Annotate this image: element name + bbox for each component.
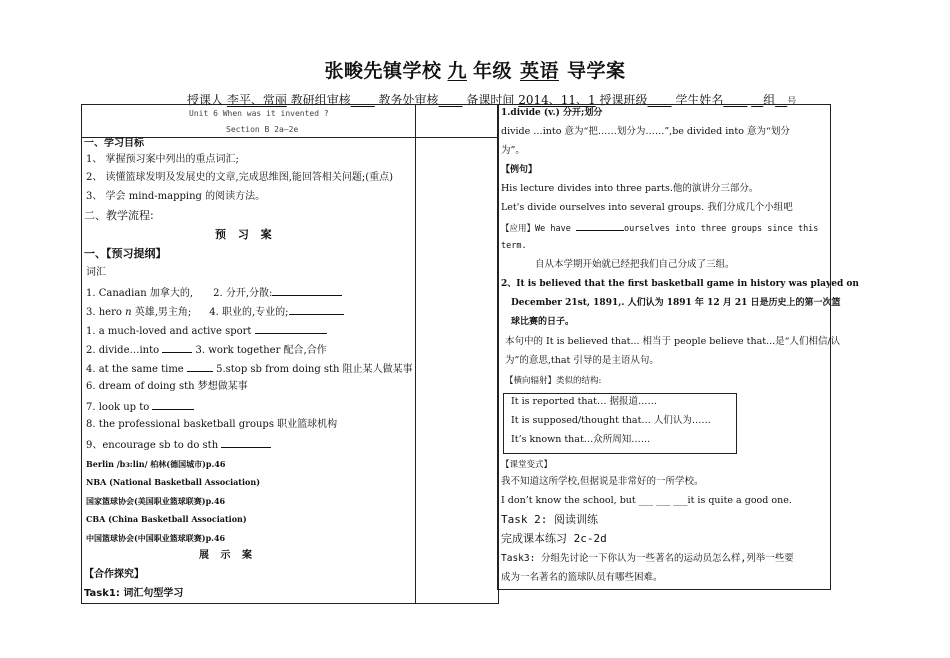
outline-heading: 一、【预习提纲】 [84,247,167,260]
process-heading: 二、教学流程: [84,209,154,222]
fill-blank[interactable]: ___ ___ ___ [638,495,688,506]
vocab-line: 9、encourage sb to do sth [86,438,271,452]
section-title: Section B 2a—2e [226,125,299,134]
text-line: 我不知道这所学校,但据说是非常好的一所学校。 [501,476,704,487]
vocab-line: 2. divide…into 3. work together 配合,合作 [86,345,327,356]
goal-item: 3、 学会 mind-mapping 的阅读方法。 [86,191,266,202]
vocab-line: 6. dream of doing sth 梦想做某事 [86,381,248,392]
note-line: Berlin /bɜ:lin/ 柏林(德国城市)p.46 [86,459,226,469]
fill-blank[interactable] [152,400,194,410]
vocab-line: 7. look up to [86,400,194,414]
text-line: His lecture divides into three parts.他的演讲分三部分。 [501,183,759,194]
goal-item: 1、 掌握预习案中列出的重点词汇; [86,154,239,165]
text-line: divide …into 意为“把……划分为……”,be divided into 意为“划分 [501,126,790,137]
fill-blank[interactable] [162,343,192,353]
header-info-line: 授课人 李平、常丽 教研组审核____ 教务处审核____ 备课时间 2014、11、1 授课班级____ 学生姓名____ __组__号 [187,93,797,107]
text-line: 【横向辐射】类似的结构: [505,376,602,386]
show-heading: 展 示 案 [199,550,256,561]
structure-item: It is reported that… 据报道…… [511,396,658,407]
vocab-line: 1. a much-loved and active sport [86,324,327,338]
text-line: 【应用】We have ourselves into three groups since this [501,221,818,235]
structure-item: It is supposed/thought that… 人们认为…… [511,415,711,426]
note-line: CBA (China Basketball Association) [86,514,247,524]
text-line: 2、It is believed that the first basketball game in history was played on [501,279,859,289]
task1-heading: Task1: 词汇句型学习 [84,588,184,599]
task2-heading: Task 2: 阅读训练 [501,513,598,526]
vocab-label: 词汇 [86,267,106,278]
page-title: 张畯先镇学校 九 年级 英语 导学案 [324,60,626,82]
text-line: I don’t know the school, but ___ ___ ___it is quite a good one. [501,495,792,506]
example-label: 【例句】 [501,165,538,175]
vocab-line: 4. at the same time 5.stop sb from doing sth 阻止某人做某事 [86,364,413,375]
fill-blank[interactable] [221,438,271,448]
text-line: 本句中的 It is believed that... 相当于 people believe that...是“人们相信/认 [505,336,841,347]
fill-blank[interactable] [255,324,327,334]
preview-heading: 预 习 案 [215,228,276,241]
left-table-divider [415,104,416,604]
vocab-line: 1. Canadian 加拿大的, 2. 分开,分散: [86,286,342,300]
text-line: 为”的意思,that 引导的是主语从句。 [505,355,659,366]
goal-item: 2、 读懂篮球发明及发展史的文章,完成思维图,能回答相关问题;(重点) [86,172,394,183]
fill-blank[interactable] [272,286,342,296]
divide-heading: 1.divide (v.) 分开;划分 [501,108,603,118]
note-line: 国家篮球协会(美国职业篮球联赛)p.46 [86,496,226,506]
text-line: term. [501,241,527,251]
note-line: 中国篮球协会(中国职业篮球联赛)p.46 [86,533,226,543]
task2-instruction: 完成课本练习 2c-2d [501,532,607,545]
text-line: 球比赛的日子。 [511,317,575,327]
vocab-line: 3. hero n 英雄,男主角; 4. 职业的,专业的; [86,305,344,319]
text-line: Let's divide ourselves into several groups. 我们分成几个小组吧 [501,202,793,213]
text-line: December 21st, 1891,. 人们认为 1891 年 12 月 21 日是历史上的第一次篮 [511,298,841,308]
goals-heading: 一、学习目标 [84,138,144,149]
task3-line: 成为一名著名的篮球队员有哪些困难。 [501,572,663,583]
text-line: 为”。 [501,145,525,156]
vocab-line: 8. the professional basketball groups 职业篮球机构 [86,419,338,430]
unit-title: Unit 6 When was it invented ? [189,109,329,118]
fill-blank[interactable] [576,221,624,231]
text-line: 自从本学期开始就已经把我们自己分成了三组。 [535,259,735,270]
coop-heading: 【合作探究】 [84,569,144,580]
note-line: NBA (National Basketball Association) [86,477,260,487]
variant-label: 【课堂变式】 [501,460,553,470]
task3-line: Task3: 分组先讨论一下你认为一些著名的运动员怎么样,列举一些要 [501,553,794,564]
fill-blank[interactable] [289,305,344,315]
fill-blank[interactable] [187,362,213,372]
structure-item: It’s known that…众所周知…… [511,434,651,445]
